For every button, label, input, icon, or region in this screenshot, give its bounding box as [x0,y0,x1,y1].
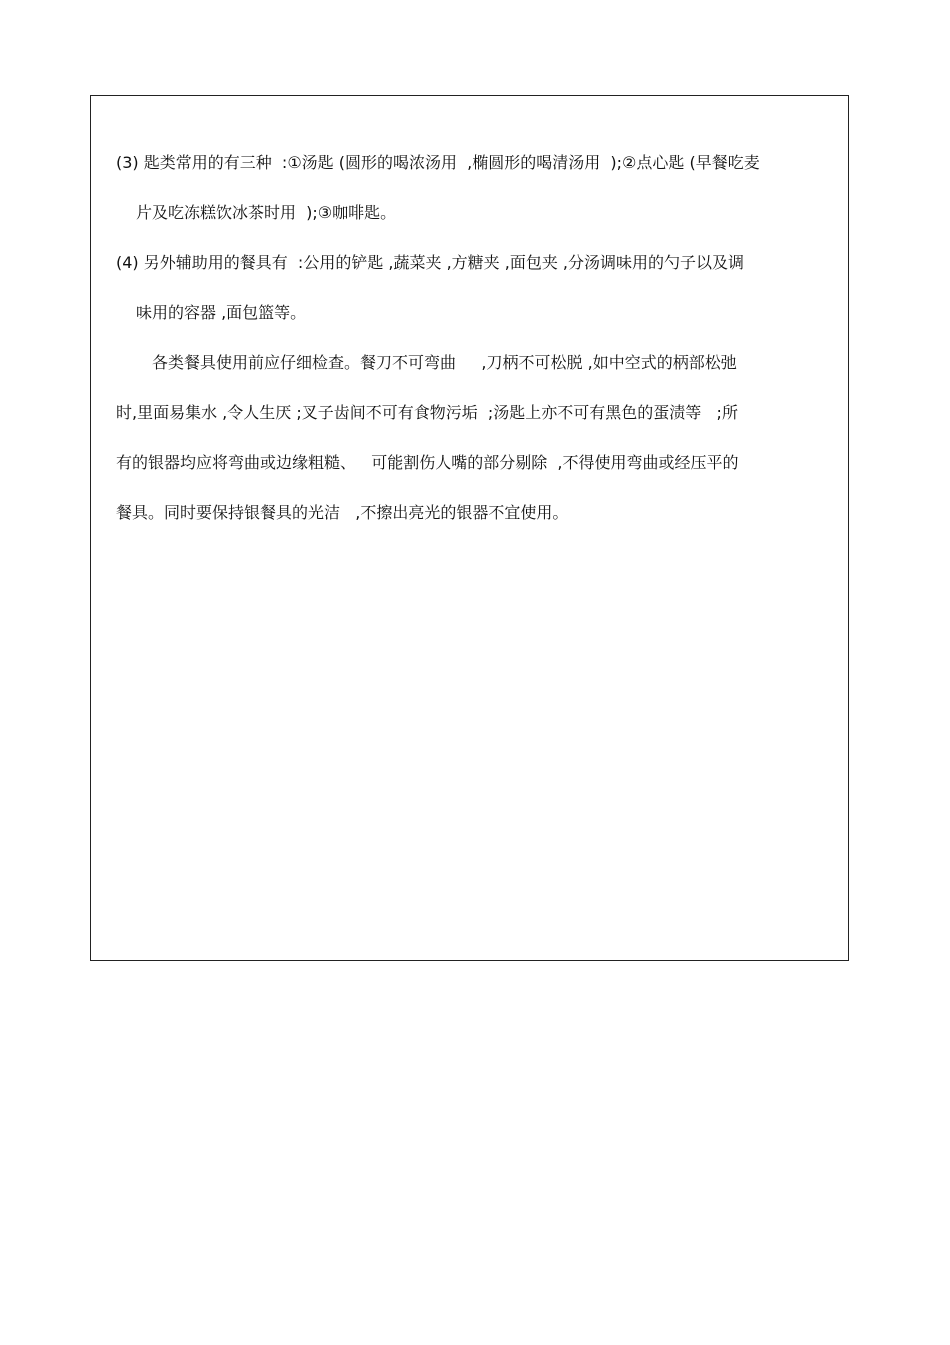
text-line-8: 餐具。同时要保持银餐具的光洁 ,不擦出亮光的银器不宜使用。 [116,503,569,522]
text-line-7: 有的银器均应将弯曲或边缘粗糙、 可能割伤人嘴的部分剔除 ,不得使用弯曲或经压平的 [116,453,739,472]
text-line-4: 味用的容器 ,面包篮等。 [136,303,307,322]
content-frame [90,95,849,961]
text-line-3: (4) 另外辅助用的餐具有 :公用的铲匙 ,蔬菜夹 ,方糖夹 ,面包夹 ,分汤调味用的勺子以及调 [116,253,745,272]
text-line-6: 时,里面易集水 ,令人生厌 ;叉子齿间不可有食物污垢 ;汤匙上亦不可有黑色的蛋渍等 ;所 [116,403,738,422]
text-line-1: (3) 匙类常用的有三种 :①汤匙 (圆形的喝浓汤用 ,椭圆形的喝清汤用 );②点心匙 (早餐吃麦 [116,153,760,172]
text-line-2: 片及吃冻糕饮冰茶时用 );③咖啡匙。 [136,203,397,222]
text-line-5: 各类餐具使用前应仔细检查。餐刀不可弯曲 ,刀柄不可松脱 ,如中空式的柄部松弛 [152,353,737,372]
